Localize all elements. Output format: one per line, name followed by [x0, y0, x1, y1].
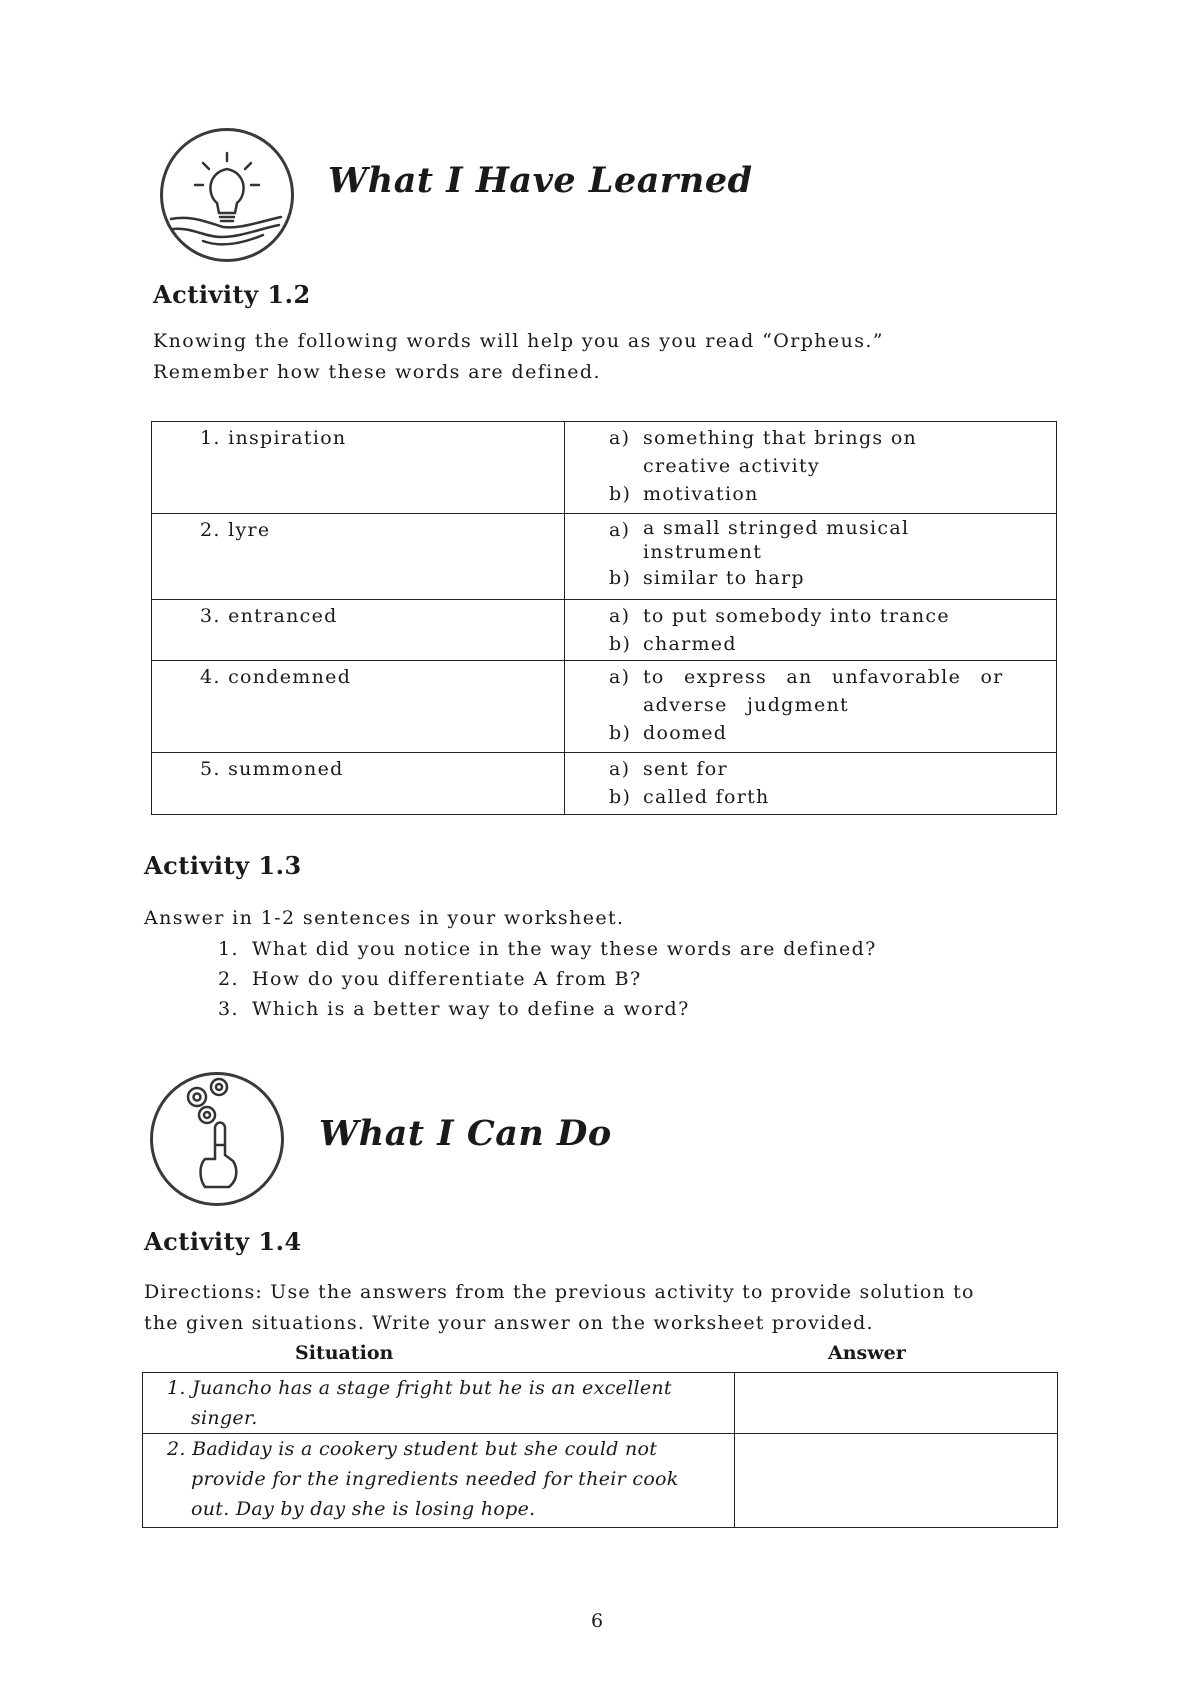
activity-1-4-directions — [144, 1277, 975, 1339]
table-row — [152, 661, 1057, 753]
table-row — [152, 753, 1057, 815]
what-i-have-learned-icon — [160, 128, 294, 262]
def-text: charmed — [643, 633, 737, 655]
question-number: 3. — [218, 998, 239, 1020]
def-label: a) — [609, 758, 631, 780]
list-item — [218, 934, 877, 964]
gears-hand-icon — [153, 1075, 281, 1203]
question-text: What did you notice in the way these words are defined? — [252, 938, 877, 960]
list-item — [218, 964, 877, 994]
vocabulary-table — [151, 421, 1057, 815]
def-label: b) — [609, 483, 632, 505]
def-label: b) — [609, 722, 632, 744]
intro-line-1: Knowing the following words will help you as you read “Orpheus.” — [153, 330, 884, 352]
list-item — [218, 994, 877, 1024]
what-i-can-do-icon — [150, 1072, 284, 1206]
table-row — [152, 600, 1057, 661]
def-text: doomed — [643, 722, 728, 744]
def-text: a small stringed musical instrument — [643, 517, 910, 563]
answer-cell[interactable] — [734, 1373, 1057, 1434]
table-row — [143, 1373, 1058, 1434]
vocab-word: 1. inspiration — [152, 422, 565, 514]
directions-line-2: the given situations. Write your answer on the worksheet provided. — [144, 1312, 874, 1334]
activity-1-2-intro — [153, 326, 884, 388]
answer-cell[interactable] — [734, 1434, 1057, 1528]
directions-line-1: Directions: Use the answers from the previous activity to provide solution to — [144, 1281, 975, 1303]
intro-line-2: Remember how these words are defined. — [153, 361, 601, 383]
vocab-definitions — [565, 422, 1057, 514]
table-row — [143, 1434, 1058, 1528]
section-title-what-i-can-do: What I Can Do — [319, 1113, 612, 1154]
vocab-definitions — [565, 514, 1057, 600]
vocab-word: 4. condemned — [152, 661, 565, 753]
situation-cell — [143, 1434, 735, 1528]
def-text: motivation — [643, 483, 759, 505]
def-text: to express an unfavorable or adverse judgment — [643, 666, 1004, 716]
activity-1-2-title: Activity 1.2 — [153, 280, 311, 309]
lightbulb-hand-icon — [163, 131, 291, 259]
activity-1-3-intro: Answer in 1-2 sentences in your worksheet. — [144, 907, 625, 929]
situation-cell — [143, 1373, 735, 1434]
def-label: b) — [609, 786, 632, 808]
question-text: Which is a better way to define a word? — [252, 998, 690, 1020]
column-header-answer: Answer — [828, 1342, 906, 1364]
vocab-definitions — [565, 600, 1057, 661]
def-label: b) — [609, 633, 632, 655]
question-number: 1. — [218, 938, 239, 960]
def-label: a) — [609, 519, 631, 541]
def-text: something that brings on creative activity — [643, 427, 918, 477]
def-label: a) — [609, 666, 631, 688]
def-text: sent for — [643, 758, 728, 780]
question-list — [218, 934, 877, 1024]
table-row — [152, 514, 1057, 600]
vocab-word: 5. summoned — [152, 753, 565, 815]
def-text: to put somebody into trance — [643, 605, 950, 627]
activity-1-4-title: Activity 1.4 — [144, 1227, 302, 1256]
section-title-what-i-have-learned: What I Have Learned — [328, 160, 753, 201]
def-label: b) — [609, 567, 632, 589]
question-number: 2. — [218, 968, 239, 990]
question-text: How do you differentiate A from B? — [252, 968, 642, 990]
vocab-definitions — [565, 753, 1057, 815]
situation-text: 1. Juancho has a stage fright but he is an excellent singer. — [167, 1377, 672, 1429]
situation-text: 2. Badiday is a cookery student but she could not provide for the ingredients needed for their cook out. Day by day she is losing hope. — [167, 1438, 679, 1520]
def-text: called forth — [643, 786, 770, 808]
def-label: a) — [609, 427, 631, 449]
column-header-situation: Situation — [295, 1342, 394, 1364]
vocab-definitions — [565, 661, 1057, 753]
vocab-word: 3. entranced — [152, 600, 565, 661]
situation-table — [142, 1372, 1058, 1528]
def-label: a) — [609, 605, 631, 627]
def-text: similar to harp — [643, 567, 805, 589]
activity-1-3-title: Activity 1.3 — [144, 851, 302, 880]
vocab-word: 2. lyre — [152, 514, 565, 600]
table-row — [152, 422, 1057, 514]
page-number: 6 — [591, 1610, 604, 1632]
